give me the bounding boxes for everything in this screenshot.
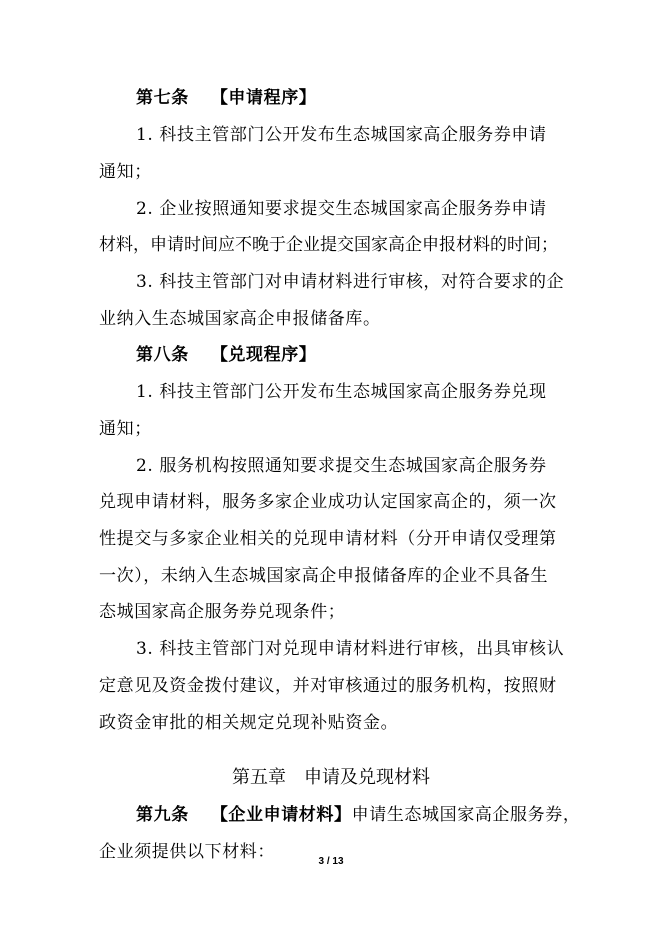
article-8-line-7: 态城国家高企服务券兑现条件； — [99, 602, 346, 622]
article-9-line-1 — [136, 803, 581, 827]
article-8-line-5: 性提交与多家企业相关的兑现申请材料（分开申请仅受理第 — [99, 529, 557, 549]
article-7-line-6: 业纳入生态城国家高企申报储备库。 — [99, 309, 381, 329]
article-8-title: 【兑现程序】 — [210, 345, 317, 365]
article-7-line-1: 1. 科技主管部门公开发布生态城国家高企服务券申请 — [136, 125, 547, 145]
article-7-heading — [136, 86, 570, 110]
article-7-title: 【申请程序】 — [210, 88, 317, 108]
page-number: 3 / 13 — [318, 856, 344, 867]
article-8-line-6: 一次），未纳入生态城国家高企申报储备库的企业不具备生 — [99, 566, 549, 586]
article-8-line-9: 定意见及资金拨付建议，并对审核通过的服务机构，按照财 — [99, 676, 557, 696]
article-8-label: 第八条 — [136, 345, 189, 365]
article-9-text-1: 申请生态城国家高企服务券， — [351, 805, 581, 825]
article-9-title: 【企业申请材料】 — [210, 805, 352, 825]
article-8-line-4: 兑现申请材料，服务多家企业成功认定国家高企的，须一次 — [99, 492, 557, 512]
article-9-label: 第九条 — [136, 805, 189, 825]
article-8-heading — [136, 343, 570, 367]
article-7-label: 第七条 — [136, 88, 189, 108]
article-7-line-5: 3. 科技主管部门对申请材料进行审核，对符合要求的企 — [136, 272, 565, 292]
article-8-line-3: 2. 服务机构按照通知要求提交生态城国家高企服务券 — [136, 456, 547, 476]
article-8-line-8: 3. 科技主管部门对兑现申请材料进行审核，出具审核认 — [136, 639, 565, 659]
article-9-line-2: 企业须提供以下材料： — [99, 842, 275, 862]
article-8-line-2: 通知； — [99, 419, 152, 439]
chapter-5-title: 第五章 申请及兑现材料 — [232, 767, 430, 788]
article-7-line-2: 通知； — [99, 162, 152, 182]
article-7-line-4: 材料，申请时间应不晚于企业提交国家高企申报材料的时间； — [99, 235, 558, 255]
article-7-line-3: 2. 企业按照通知要求提交生态城国家高企服务券申请 — [136, 199, 547, 219]
article-8-line-1: 1. 科技主管部门公开发布生态城国家高企服务券兑现 — [136, 382, 547, 402]
article-8-line-10: 政资金审批的相关规定兑现补贴资金。 — [99, 713, 399, 733]
